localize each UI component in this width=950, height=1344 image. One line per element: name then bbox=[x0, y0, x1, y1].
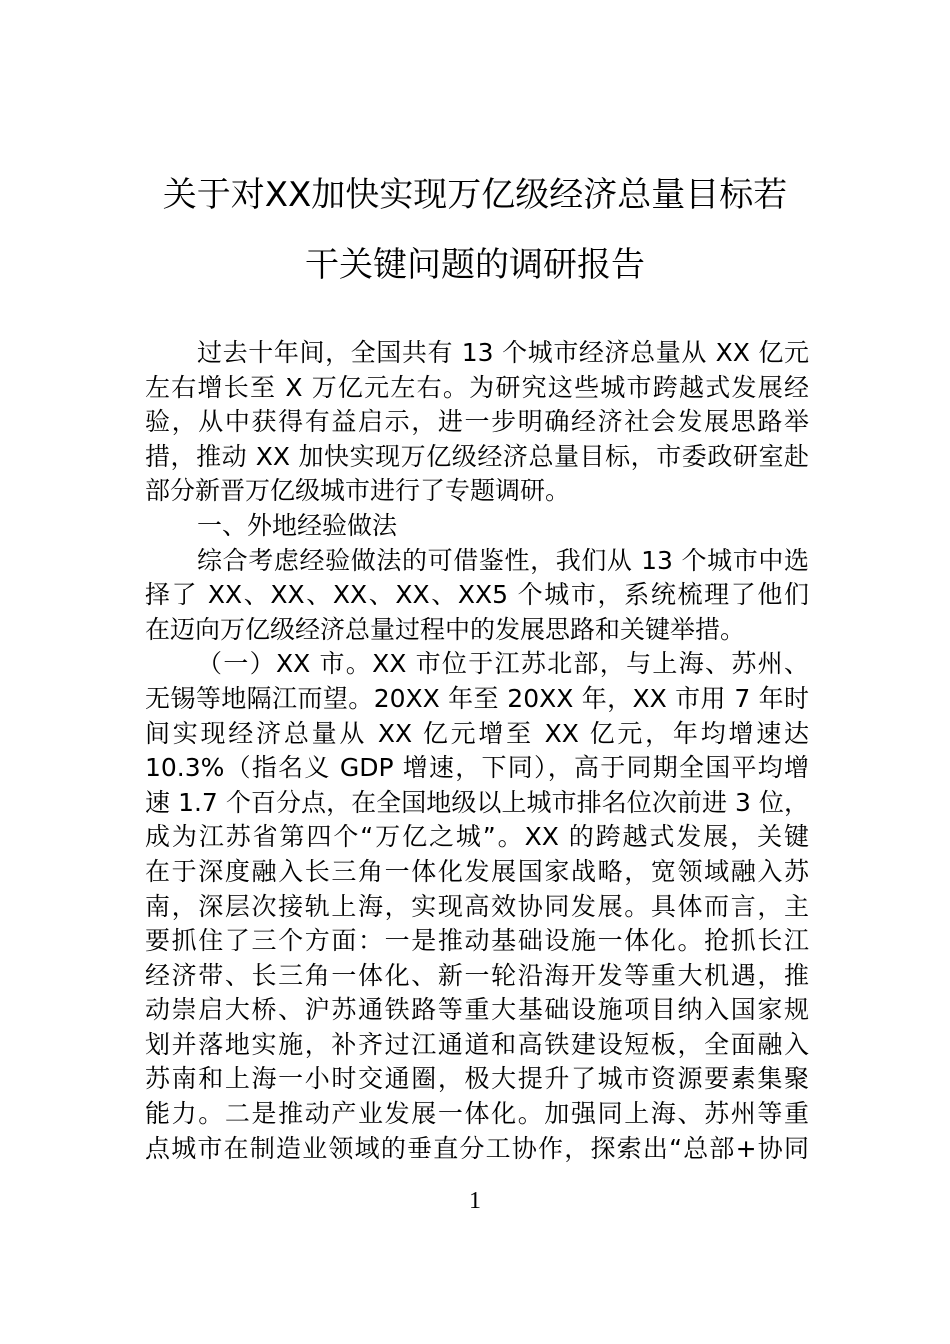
paragraph-line: 速 1.7 个百分点，在全国地级以上城市排名位次前进 3 位， bbox=[145, 787, 809, 817]
paragraph-line: 措，推动 XX 加快实现万亿级经济总量目标，市委政研室赴 bbox=[145, 441, 809, 471]
paragraph-line: 部分新晋万亿级城市进行了专题调研。 bbox=[145, 476, 571, 506]
paragraph-line: 苏南和上海一小时交通圈，极大提升了城市资源要素集聚 bbox=[145, 1064, 809, 1094]
document-body bbox=[145, 336, 809, 1166]
paragraph-line: 动崇启大桥、沪苏通铁路等重大基础设施项目纳入国家规 bbox=[145, 995, 809, 1025]
paragraph-line: 点城市在制造业领域的垂直分工协作，探索出“总部+协同 bbox=[145, 1133, 809, 1163]
document-title-line-2: 干关键问题的调研报告 bbox=[305, 245, 645, 285]
paragraph-line: 左右增长至 X 万亿元左右。为研究这些城市跨越式发展经 bbox=[145, 372, 809, 402]
paragraph-line: 成为江苏省第四个“万亿之城”。XX 的跨越式发展，关键 bbox=[145, 822, 809, 852]
page-number: 1 bbox=[469, 1188, 481, 1214]
document-title-line-1: 关于对XX加快实现万亿级经济总量目标若 bbox=[162, 175, 788, 215]
paragraph-line: 南，深层次接轨上海，实现高效协同发展。具体而言，主 bbox=[145, 891, 809, 921]
paragraph-line: 验，从中获得有益启示，进一步明确经济社会发展思路举 bbox=[145, 407, 809, 437]
paragraph-line: 择了 XX、XX、XX、XX、XX5 个城市，系统梳理了他们 bbox=[145, 580, 809, 610]
paragraph-line: 要抓住了三个方面：一是推动基础设施一体化。抢抓长江 bbox=[145, 926, 809, 956]
paragraph-line: 过去十年间，全国共有 13 个城市经济总量从 XX 亿元 bbox=[197, 338, 809, 367]
paragraph-line: 能力。二是推动产业发展一体化。加强同上海、苏州等重 bbox=[145, 1099, 809, 1129]
paragraph-line: 综合考虑经验做法的可借鉴性，我们从 13 个城市中选 bbox=[197, 545, 809, 575]
paragraph-line: 间实现经济总量从 XX 亿元增至 XX 亿元，年均增速达 bbox=[145, 718, 809, 748]
paragraph-line: 在于深度融入长三角一体化发展国家战略，宽领域融入苏 bbox=[145, 856, 809, 886]
paragraph-line: （一）XX 市。XX 市位于江苏北部，与上海、苏州、 bbox=[197, 649, 809, 679]
paragraph-line: 无锡等地隔江而望。20XX 年至 20XX 年，XX 市用 7 年时 bbox=[145, 683, 809, 713]
paragraph-line: 在迈向万亿级经济总量过程中的发展思路和关键举措。 bbox=[145, 614, 746, 644]
paragraph-line: 10.3%（指名义 GDP 增速，下同），高于同期全国平均增 bbox=[145, 753, 809, 783]
paragraph-line: 经济带、长三角一体化、新一轮沿海开发等重大机遇，推 bbox=[145, 960, 809, 990]
paragraph-line: 一、外地经验做法 bbox=[197, 510, 398, 540]
paragraph-line: 划并落地实施，补齐过江通道和高铁建设短板，全面融入 bbox=[145, 1029, 809, 1059]
